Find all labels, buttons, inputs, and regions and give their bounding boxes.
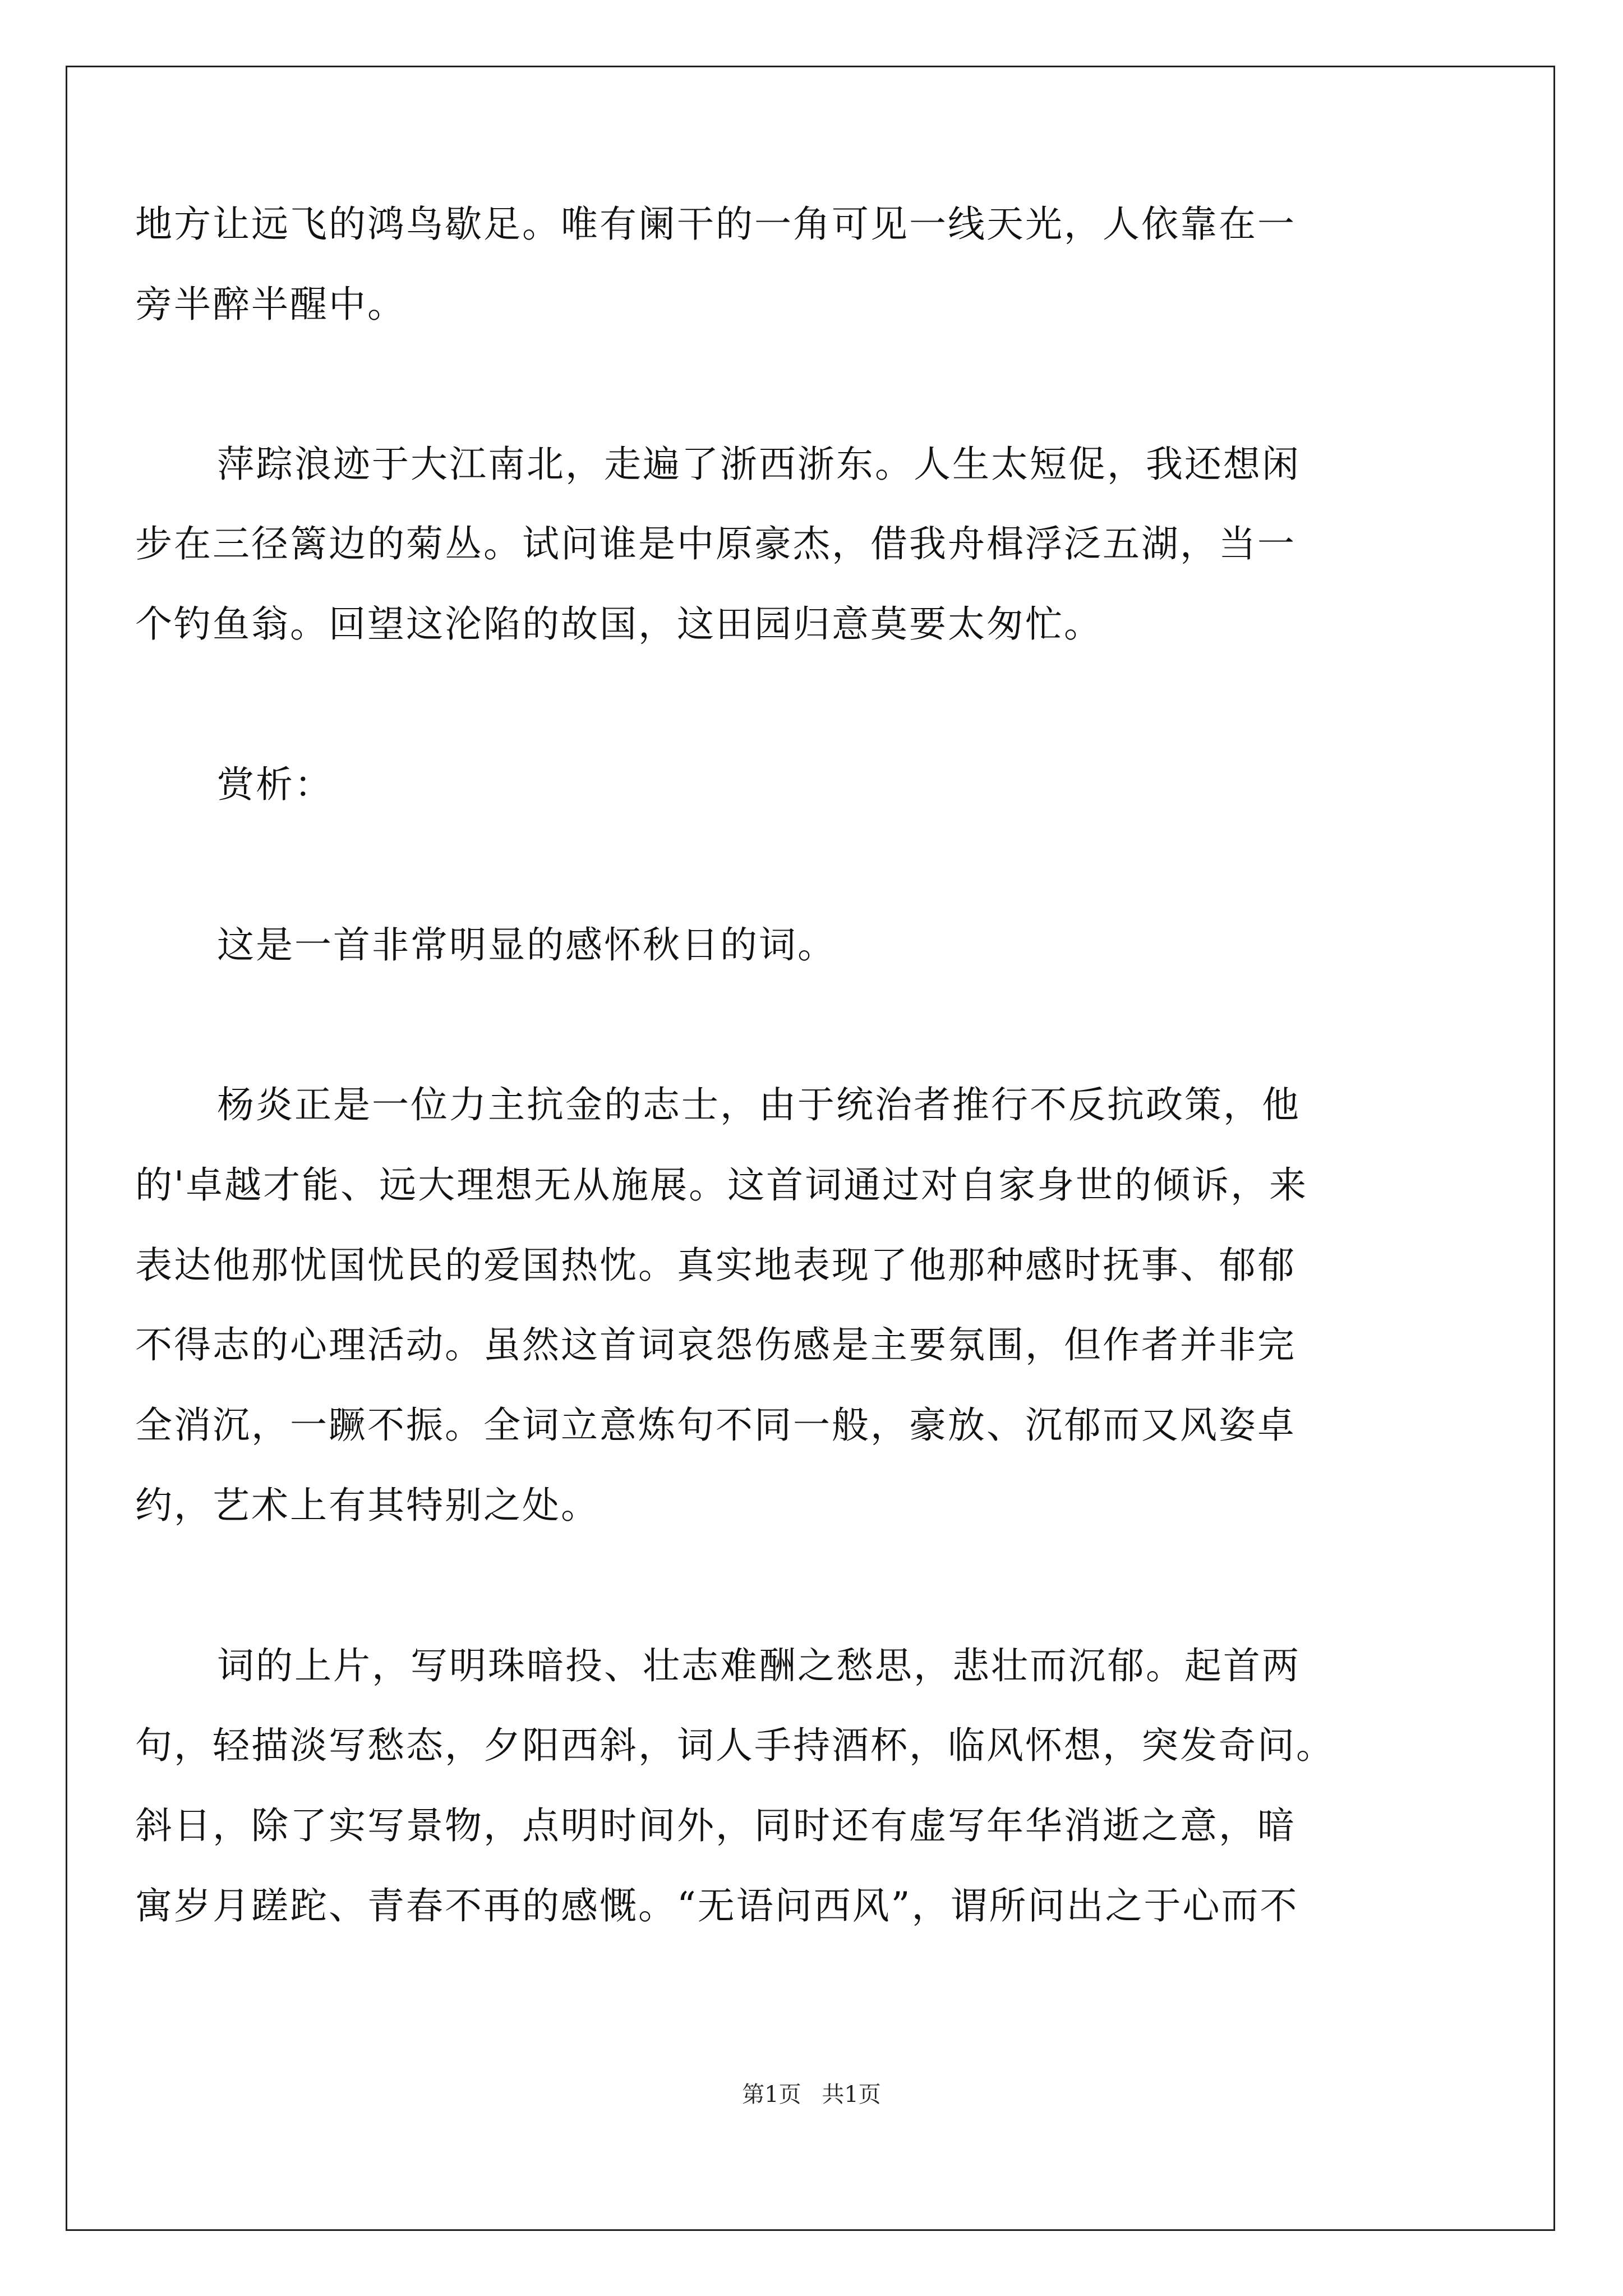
text-line: 不得志的心理活动。虽然这首词哀怨伤感是主要氛围，但作者并非完 (135, 1323, 1296, 1366)
page-number-current: 第1页 (742, 2082, 801, 2108)
text-line: 旁半醉半醒中。 (135, 283, 406, 326)
text-line: 斜日，除了实写景物，点明时间外，同时还有虚写年华消逝之意，暗 (135, 1804, 1296, 1847)
text-line: 步在三径篱边的菊丛。试问谁是中原豪杰，借我舟楫浮泛五湖，当一 (135, 522, 1296, 565)
text-line: 的'卓越才能、远大理想无从施展。这首词通过对自家身世的倾诉，来 (135, 1163, 1308, 1207)
page-number-total: 共1页 (822, 2082, 881, 2108)
text-line: 地方让远飞的鸿鸟歇足。唯有阑干的一角可见一线天光，人依靠在一 (135, 203, 1296, 246)
text-line: 全消沉，一蹶不振。全词立意炼句不同一般，豪放、沉郁而又风姿卓 (135, 1404, 1296, 1447)
paragraph-start-line: 杨炎正是一位力主抗金的志士，由于统治者推行不反抗政策，他 (217, 1083, 1301, 1126)
page-footer (0, 2081, 1623, 2108)
text-line: 个钓鱼翁。回望这沦陷的故国，这田园归意莫要太匆忙。 (135, 602, 1103, 646)
paragraph-start-line: 萍踪浪迹于大江南北，走遍了浙西浙东。人生太短促，我还想闲 (217, 443, 1301, 486)
paragraph-start-line: 这是一首非常明显的感怀秋日的词。 (217, 923, 836, 967)
text-line: 寓岁月蹉跎、青春不再的感慨。“无语问西风”，谓所问出之于心而不 (135, 1884, 1299, 1927)
paragraph-start-line: 词的上片，写明珠暗投、壮志难酬之愁思，悲壮而沉郁。起首两 (217, 1644, 1301, 1687)
text-line: 表达他那忧国忧民的爱国热忱。真实地表现了他那种感时抚事、郁郁 (135, 1244, 1296, 1287)
text-line: 约，艺术上有其特别之处。 (135, 1484, 600, 1527)
text-line: 句，轻描淡写愁态，夕阳西斜，词人手持酒杯，临风怀想，突发奇问。 (135, 1724, 1335, 1767)
section-heading: 赏析： (217, 763, 333, 806)
